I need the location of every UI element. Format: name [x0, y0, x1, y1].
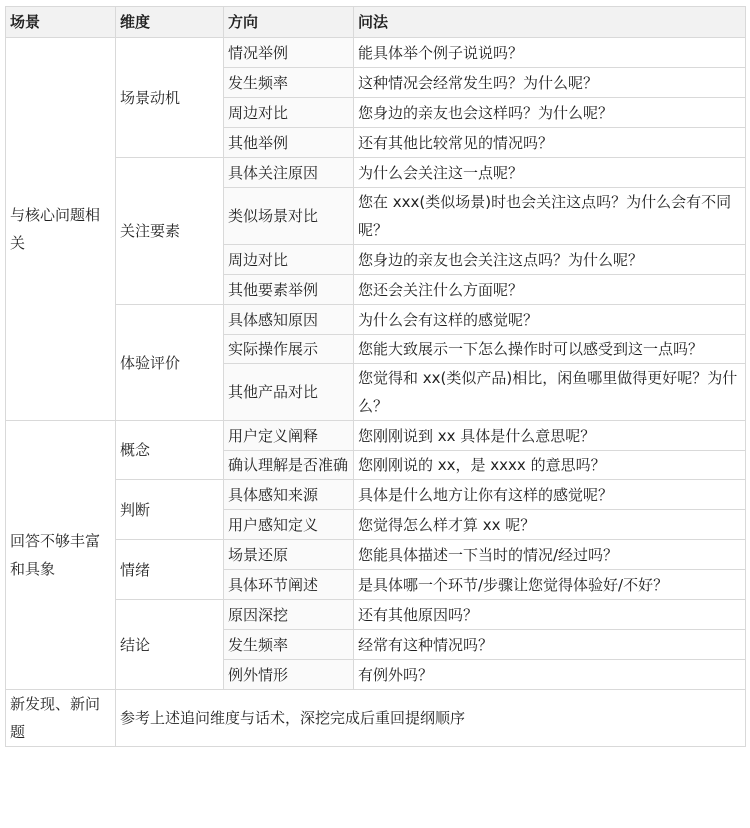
question-cell: 为什么会关注这一点呢？ — [354, 158, 746, 188]
direction-cell: 具体感知来源 — [224, 480, 354, 510]
header-question: 问法 — [354, 7, 746, 38]
question-cell: 您身边的亲友也会关注这点吗？为什么呢？ — [354, 245, 746, 275]
question-cell: 您在 xxx(类似场景)时也会关注这点吗？为什么会有不同呢？ — [354, 188, 746, 245]
question-cell: 您能具体描述一下当时的情况/经过吗？ — [354, 540, 746, 570]
question-cell: 能具体举个例子说说吗？ — [354, 38, 746, 68]
question-cell: 您刚刚说到 xx 具体是什么意思呢？ — [354, 421, 746, 451]
scenario-cell: 新发现、新问题 — [6, 690, 116, 747]
question-cell: 您身边的亲友也会这样吗？为什么呢？ — [354, 98, 746, 128]
direction-cell: 其他要素举例 — [224, 275, 354, 305]
dimension-cell: 场景动机 — [116, 38, 224, 158]
table-row — [6, 480, 746, 510]
question-cell: 是具体哪一个环节/步骤让您觉得体验好/不好？ — [354, 570, 746, 600]
direction-cell: 具体环节阐述 — [224, 570, 354, 600]
dimension-cell: 体验评价 — [116, 305, 224, 421]
direction-cell: 类似场景对比 — [224, 188, 354, 245]
question-cell: 您还会关注什么方面呢？ — [354, 275, 746, 305]
direction-cell: 其他产品对比 — [224, 364, 354, 421]
dimension-cell: 情绪 — [116, 540, 224, 600]
direction-cell: 发生频率 — [224, 68, 354, 98]
table-row — [6, 690, 746, 747]
question-cell: 具体是什么地方让你有这样的感觉呢？ — [354, 480, 746, 510]
question-cell: 为什么会有这样的感觉呢？ — [354, 305, 746, 335]
table-row — [6, 158, 746, 188]
direction-cell: 实际操作展示 — [224, 335, 354, 364]
scenario-cell: 回答不够丰富和具象 — [6, 421, 116, 690]
direction-cell: 情况举例 — [224, 38, 354, 68]
question-cell: 经常有这种情况吗？ — [354, 630, 746, 660]
direction-cell: 具体感知原因 — [224, 305, 354, 335]
question-cell: 您觉得怎么样才算 xx 呢？ — [354, 510, 746, 540]
direction-cell: 具体关注原因 — [224, 158, 354, 188]
question-cell: 这种情况会经常发生吗？为什么呢？ — [354, 68, 746, 98]
dimension-cell: 关注要素 — [116, 158, 224, 305]
dimension-cell: 概念 — [116, 421, 224, 480]
dimension-cell: 判断 — [116, 480, 224, 540]
direction-cell: 场景还原 — [224, 540, 354, 570]
direction-cell: 例外情形 — [224, 660, 354, 690]
question-cell: 有例外吗？ — [354, 660, 746, 690]
question-cell: 还有其他原因吗？ — [354, 600, 746, 630]
header-scenario: 场景 — [6, 7, 116, 38]
interview-question-table — [5, 6, 746, 747]
direction-cell: 其他举例 — [224, 128, 354, 158]
table-row — [6, 540, 746, 570]
direction-cell: 周边对比 — [224, 98, 354, 128]
direction-cell: 周边对比 — [224, 245, 354, 275]
direction-cell: 原因深挖 — [224, 600, 354, 630]
scenario-cell: 与核心问题相关 — [6, 38, 116, 421]
dimension-cell: 结论 — [116, 600, 224, 690]
header-direction: 方向 — [224, 7, 354, 38]
table-header-row — [6, 7, 746, 38]
header-dimension: 维度 — [116, 7, 224, 38]
table-row — [6, 421, 746, 451]
direction-cell: 发生频率 — [224, 630, 354, 660]
direction-cell: 确认理解是否准确 — [224, 451, 354, 480]
direction-cell: 用户感知定义 — [224, 510, 354, 540]
question-cell: 您刚刚说的 xx，是 xxxx 的意思吗？ — [354, 451, 746, 480]
question-cell: 您觉得和 xx(类似产品)相比，闲鱼哪里做得更好呢？为什么？ — [354, 364, 746, 421]
table-row — [6, 600, 746, 630]
new-row-note: 参考上述追问维度与话术，深挖完成后重回提纲顺序 — [116, 690, 746, 747]
question-cell: 还有其他比较常见的情况吗？ — [354, 128, 746, 158]
direction-cell: 用户定义阐释 — [224, 421, 354, 451]
question-cell: 您能大致展示一下怎么操作时可以感受到这一点吗？ — [354, 335, 746, 364]
table-row — [6, 38, 746, 68]
table-row — [6, 305, 746, 335]
